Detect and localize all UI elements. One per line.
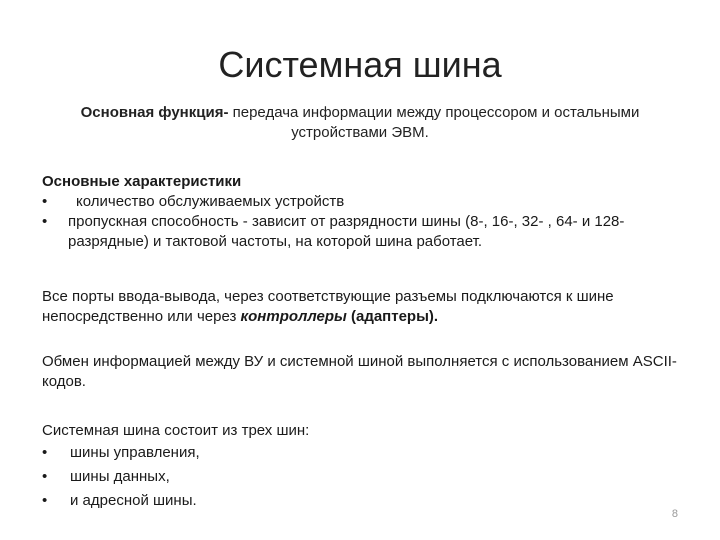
- page-number: 8: [671, 508, 678, 520]
- list-item-text: и адресной шины.: [70, 492, 197, 509]
- bullet-icon: •: [42, 468, 48, 485]
- exchange-paragraph: Обмен информацией между ВУ и системной шиной выполняется с использованием ASCII-кодов.: [42, 353, 677, 390]
- adapters-text: (адаптеры).: [346, 308, 439, 325]
- bullet-icon: •: [42, 444, 48, 461]
- slide-title: Системная шина: [218, 44, 502, 85]
- composition-lead: Системная шина состоит из трех шин:: [42, 422, 310, 439]
- list-item: [42, 192, 682, 212]
- ports-paragraph: [42, 287, 682, 327]
- list-item: [42, 489, 682, 513]
- ports-text: Все порты ввода-вывода, через соответствующие разъемы подключаются к шине непосредственно или через: [42, 288, 614, 325]
- list-item: [42, 441, 682, 465]
- list-item-text: количество обслуживаемых устройств: [76, 193, 345, 210]
- characteristics-heading: Основные характеристики: [42, 173, 242, 190]
- main-function-text: [60, 103, 660, 143]
- list-item-text: шины управления,: [70, 444, 200, 461]
- list-item: [42, 212, 682, 252]
- main-function-label: Основная функция-: [80, 104, 229, 121]
- list-item-text: пропускная способность - зависит от разрядности шины (8-, 16-, 32- , 64- и 128-разрядные) и тактовой частоты, на которой шина работает.: [68, 213, 625, 250]
- main-function-description: передача информации между процессором и остальными устройствами ЭВМ.: [228, 104, 640, 141]
- bullet-icon: •: [42, 193, 48, 210]
- characteristics-section: [42, 172, 682, 252]
- bullet-icon: •: [42, 213, 48, 230]
- bullet-icon: •: [42, 492, 48, 509]
- list-item: [42, 465, 682, 489]
- list-item-text: шины данных,: [70, 468, 170, 485]
- controllers-keyword: контроллеры: [240, 308, 347, 325]
- composition-section: [42, 421, 682, 513]
